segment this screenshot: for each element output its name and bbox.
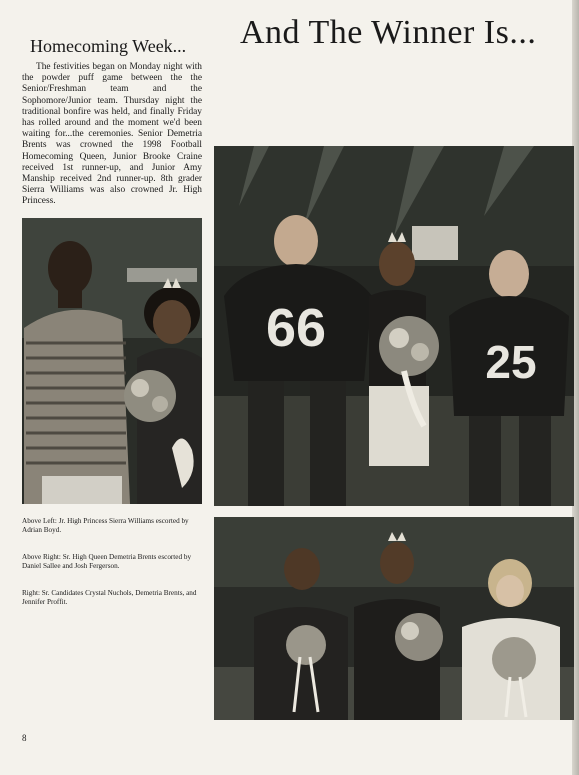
photo-homecoming-queen bbox=[214, 146, 574, 506]
photo-senior-candidates-image bbox=[214, 517, 574, 720]
story-heading: Homecoming Week... bbox=[30, 36, 187, 56]
story-text: The festivities began on Monday night with the powder puff game between the the Senior/Freshman team and the Sophomore/Junior team. Thursday night the traditional bonfire was held, and finally Friday has rolled around and the moment we'd been waiting for...the ceremonies. Senior Demetria Brents was crowned the 1998 Football Homecoming Queen, Junior Brooke Craine received 1st runner-up, and Junior Amy Manship received 2nd runner-up. 8th grader Sierra Williams was also crowned Jr. High Princess. bbox=[22, 62, 202, 207]
photo-senior-candidates bbox=[214, 517, 574, 720]
jersey-number-left: 66 bbox=[265, 298, 327, 358]
photo-homecoming-queen-image bbox=[214, 146, 574, 506]
photo-jr-high-princess bbox=[22, 218, 202, 504]
page-title: And The Winner Is... bbox=[240, 14, 537, 51]
page-number: 8 bbox=[22, 733, 27, 743]
caption-bottom-photo: Right: Sr. Candidates Crystal Nuchols, Demetria Brents, and Jennifer Proffit. bbox=[22, 589, 197, 606]
caption-left-photo: Above Left: Jr. High Princess Sierra Williams escorted by Adrian Boyd. bbox=[22, 517, 189, 534]
caption-right-photo: Above Right: Sr. High Queen Demetria Brents escorted by Daniel Sallee and Josh Fergerson. bbox=[22, 553, 192, 570]
jersey-number-right: 25 bbox=[485, 336, 537, 388]
photo-jr-high-princess-image bbox=[22, 218, 202, 504]
